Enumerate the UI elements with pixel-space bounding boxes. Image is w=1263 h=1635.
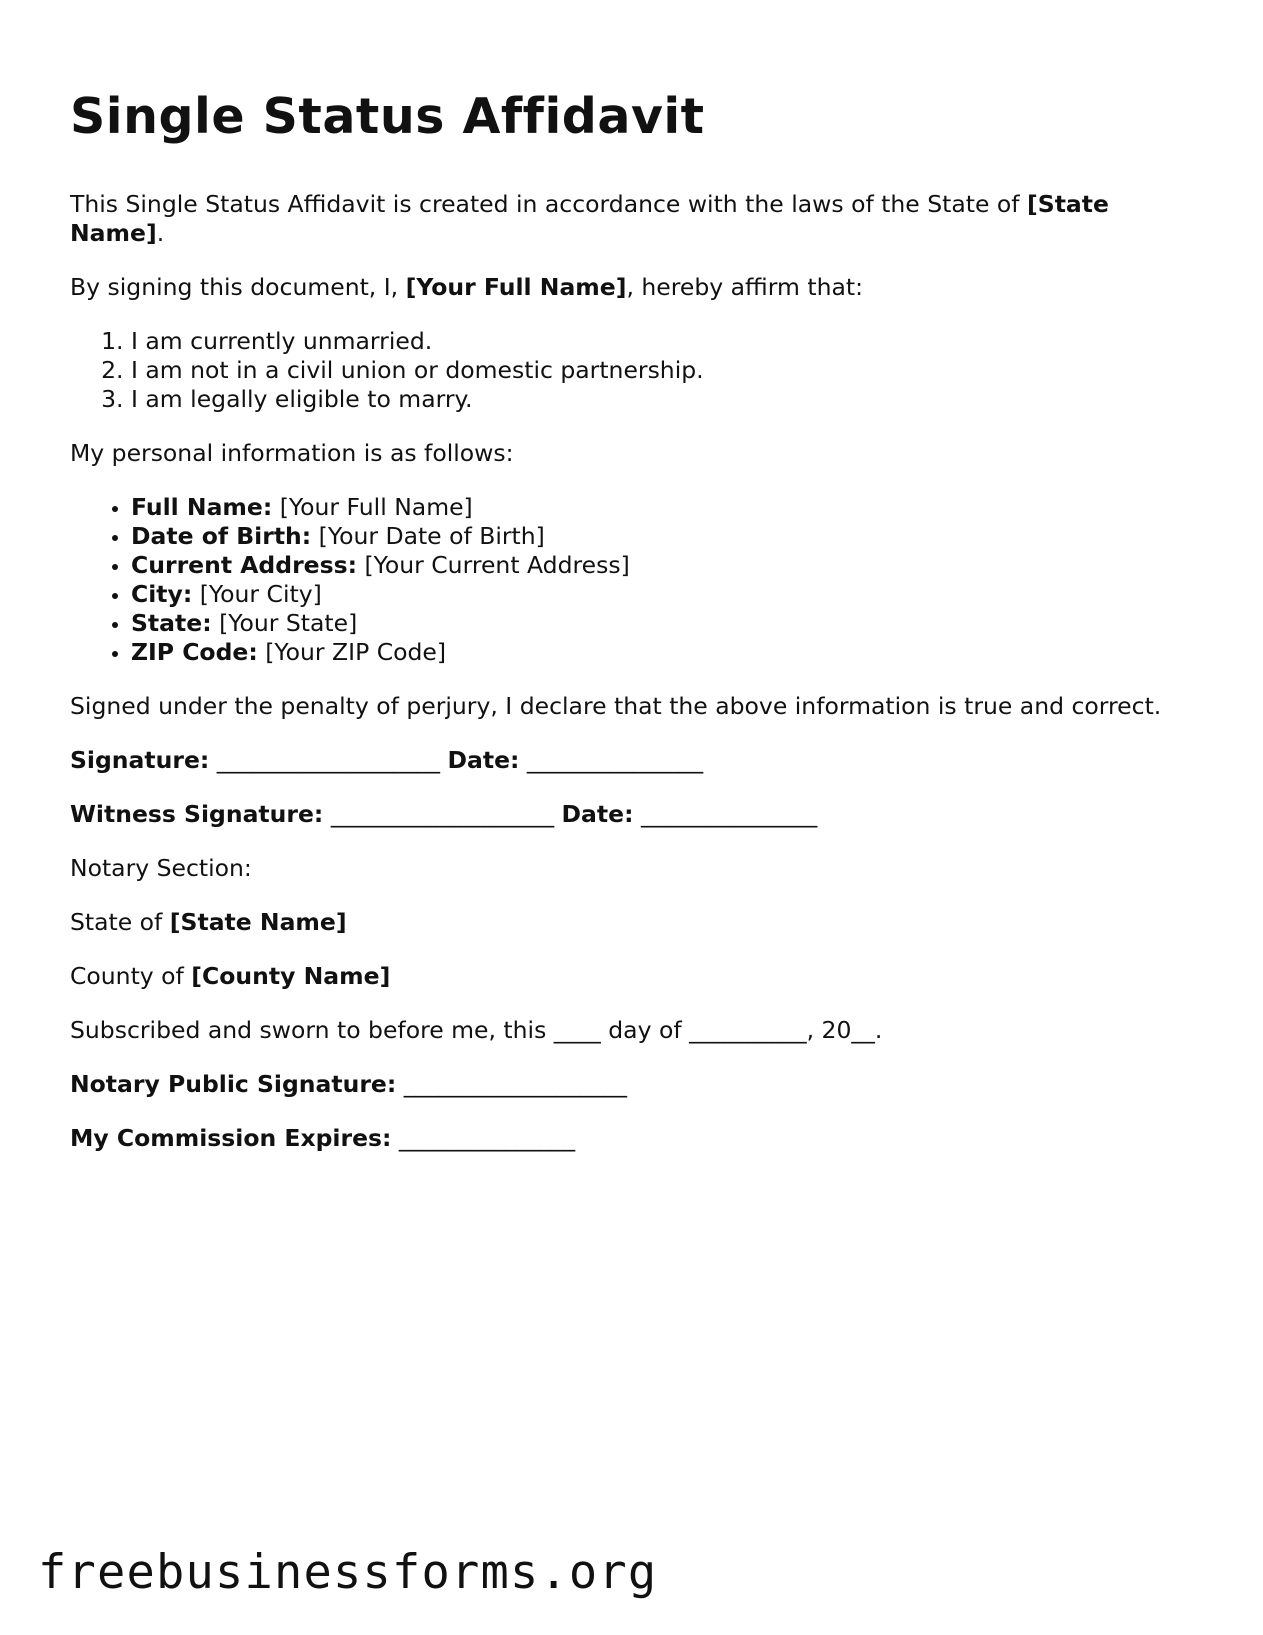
watermark: freebusinessforms.org <box>38 1545 658 1600</box>
personal-info-intro: My personal information is as follows: <box>70 439 514 467</box>
affirmation-item: 2. I am not in a civil union or domestic partnership. <box>131 356 1180 385</box>
witness-signature-line <box>70 800 1180 829</box>
info-label: City: <box>131 580 193 608</box>
info-label: Full Name: <box>131 493 273 521</box>
notary-county-placeholder: [County Name] <box>191 962 391 990</box>
notary-state-placeholder: [State Name] <box>169 908 347 936</box>
signature-date-label: Date: <box>447 746 520 774</box>
county-of-text: County of <box>70 962 192 990</box>
personal-info-item <box>131 638 1180 667</box>
intro-end: . <box>156 219 165 247</box>
intro-text: This Single Status Affidavit is created in accordance with the laws of the State of <box>70 190 1028 218</box>
signature-line <box>70 746 1180 775</box>
notary-state-line <box>70 908 1180 937</box>
intro-paragraph <box>70 190 1180 248</box>
witness-signature-label: Witness Signature: <box>70 800 324 828</box>
affirm-paragraph <box>70 273 1180 302</box>
info-value: [Your Date of Birth] <box>318 522 545 550</box>
signature-blank[interactable]: ___________________ <box>216 746 441 774</box>
notary-section-heading: Notary Section: <box>70 854 252 882</box>
info-value: [Your ZIP Code] <box>265 638 447 666</box>
notary-signature-label: Notary Public Signature: <box>70 1070 397 1098</box>
subscribed-sworn-line[interactable]: Subscribed and sworn to before me, this ____ day of __________, 20__. <box>70 1016 883 1044</box>
affirmations-list <box>70 327 1180 414</box>
personal-info-item <box>131 609 1180 638</box>
affidavit-document <box>70 84 1180 1178</box>
witness-signature-blank[interactable]: ___________________ <box>330 800 555 828</box>
commission-expires-blank[interactable]: _______________ <box>398 1124 576 1152</box>
page-title: Single Status Affidavit <box>70 88 705 145</box>
info-value: [Your Full Name] <box>279 493 473 521</box>
witness-date-label: Date: <box>561 800 634 828</box>
personal-info-item <box>131 580 1180 609</box>
signature-label: Signature: <box>70 746 210 774</box>
commission-expires-label: My Commission Expires: <box>70 1124 392 1152</box>
notary-signature-line <box>70 1070 1180 1099</box>
info-value: [Your Current Address] <box>364 551 630 579</box>
info-label: ZIP Code: <box>131 638 258 666</box>
affirm-text: By signing this document, I, <box>70 273 406 301</box>
info-value: [Your City] <box>199 580 322 608</box>
state-name-placeholder: [State Name] <box>70 190 1109 247</box>
full-name-placeholder: [Your Full Name] <box>405 273 627 301</box>
info-label: State: <box>131 609 212 637</box>
notary-signature-blank[interactable]: ___________________ <box>403 1070 628 1098</box>
affirmation-item: 1. I am currently unmarried. <box>131 327 1180 356</box>
commission-expires-line <box>70 1124 1180 1153</box>
info-label: Date of Birth: <box>131 522 312 550</box>
signature-date-blank[interactable]: _______________ <box>526 746 704 774</box>
info-value: [Your State] <box>219 609 358 637</box>
personal-info-list <box>70 493 1180 667</box>
personal-info-item <box>131 551 1180 580</box>
declaration-paragraph: Signed under the penalty of perjury, I declare that the above information is true and correct. <box>70 692 1162 720</box>
personal-info-item <box>131 522 1180 551</box>
affirm-end: , hereby affirm that: <box>626 273 864 301</box>
affirmation-item: 3. I am legally eligible to marry. <box>131 385 1180 414</box>
notary-county-line <box>70 962 1180 991</box>
state-of-text: State of <box>70 908 170 936</box>
personal-info-item <box>131 493 1180 522</box>
witness-date-blank[interactable]: _______________ <box>640 800 818 828</box>
info-label: Current Address: <box>131 551 357 579</box>
